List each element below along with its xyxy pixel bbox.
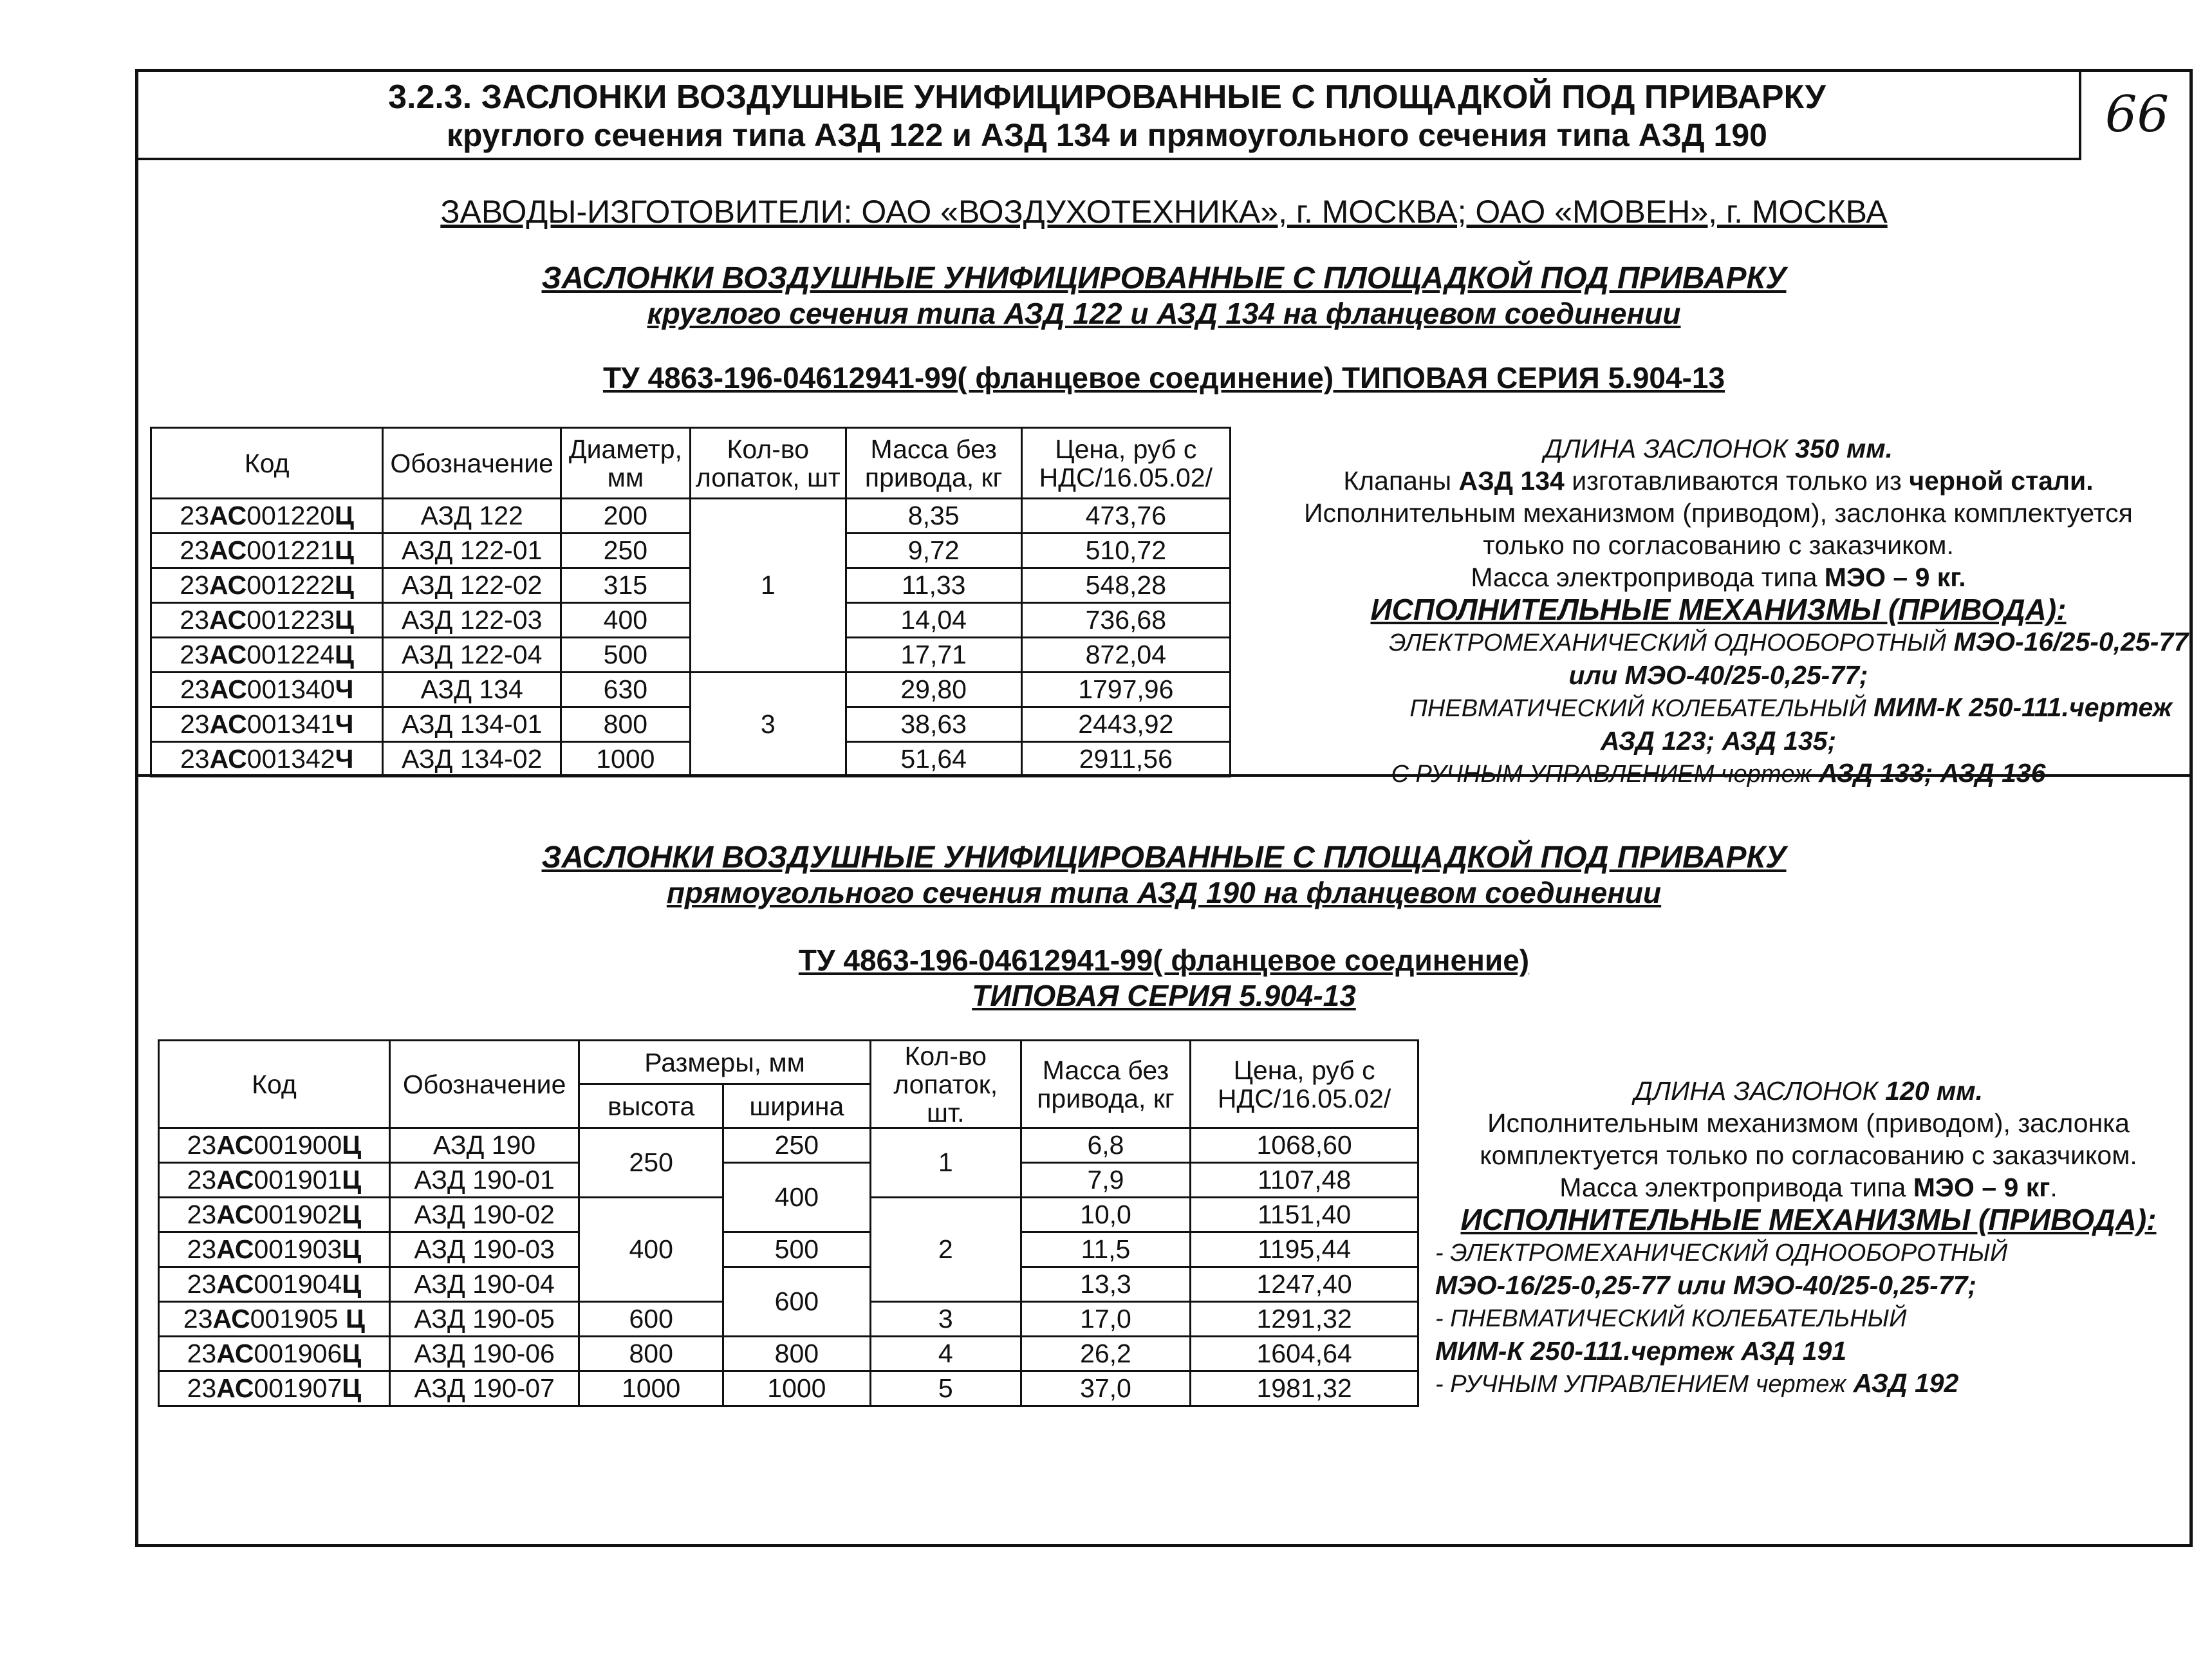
cell-mass: 51,64	[846, 742, 1021, 777]
cell-height: 1000	[579, 1371, 723, 1406]
cell-code: 23АС001340Ч	[151, 673, 383, 707]
cell-code: 23АС001341Ч	[151, 707, 383, 742]
section2-tu: ТУ 4863-196-04612941-99( фланцевое соединение)	[798, 943, 1530, 977]
cell-name: АЗД 122	[383, 499, 561, 534]
section2-notes: ДЛИНА ЗАСЛОНОК 120 мм. Исполнительным механизмом (приводом), заслонка комплектуется только по согласованию с заказчиком. Масса электропривода типа МЭО – 9 кг. ИСПОЛНИТЕЛЬНЫЕ МЕХАНИЗМЫ (ПРИВОДА): - ЭЛЕКТРОМЕХАНИЧЕСКИЙ ОДНООБОРОТНЫЙ МЭО-16/25-0,25-77 или МЭО-40/25-0,25-77; - ПНЕВМАТИЧЕСКИЙ КОЛЕБАТЕЛЬНЫЙ МИМ-К 250-111.чертеж АЗД 191 - РУЧНЫМ УПРАВЛЕНИЕМ чертеж АЗД 192	[1435, 1075, 2182, 1400]
cell-price: 736,68	[1021, 603, 1230, 638]
section1-tu: ТУ 4863-196-04612941-99( фланцевое соединение) ТИПОВАЯ СЕРИЯ 5.904-13	[602, 361, 1725, 395]
cell-price: 1151,40	[1191, 1198, 1418, 1232]
section2-title: ЗАСЛОНКИ ВОЗДУШНЫЕ УНИФИЦИРОВАННЫЕ С ПЛОЩАДКОЙ ПОД ПРИВАРКУ	[541, 841, 1787, 875]
col2-name: Обозначение	[389, 1041, 579, 1128]
cell-blades: 3	[870, 1302, 1021, 1337]
col-diam: Диаметр, мм	[561, 428, 690, 499]
cell-name: АЗД 190-07	[389, 1371, 579, 1406]
cell-price: 1247,40	[1191, 1267, 1418, 1302]
section-divider	[135, 774, 2193, 777]
cell-price: 1981,32	[1191, 1371, 1418, 1406]
col2-dims: Размеры, мм	[579, 1041, 870, 1084]
cell-name: АЗД 190-01	[389, 1163, 579, 1198]
cell-blades: 1	[870, 1128, 1021, 1198]
section2-table	[158, 1039, 1419, 1407]
cell-width: 500	[723, 1232, 871, 1267]
col2-mass: Масса без привода, кг	[1021, 1041, 1191, 1128]
cell-mass: 13,3	[1021, 1267, 1191, 1302]
cell-name: АЗД 190-02	[389, 1198, 579, 1232]
section2-series: ТИПОВАЯ СЕРИЯ 5.904-13	[972, 979, 1356, 1012]
cell-mass: 11,33	[846, 568, 1021, 603]
cell-mass: 10,0	[1021, 1198, 1191, 1232]
col2-blades: Кол-во лопаток, шт.	[870, 1041, 1021, 1128]
cell-code: 23АС001904Ц	[159, 1267, 390, 1302]
cell-name: АЗД 134	[383, 673, 561, 707]
section2-subtitle: прямоугольного сечения типа АЗД 190 на фланцевом соединении	[666, 876, 1662, 909]
cell-width: 400	[723, 1163, 871, 1232]
table-row	[159, 1232, 1418, 1267]
table-row	[159, 1337, 1418, 1371]
cell-name: АЗД 190-06	[389, 1337, 579, 1371]
header-title: 3.2.3. ЗАСЛОНКИ ВОЗДУШНЫЕ УНИФИЦИРОВАННЫЕ С ПЛОЩАДКОЙ ПОД ПРИВАРКУ	[388, 79, 1826, 116]
cell-price: 1291,32	[1191, 1302, 1418, 1337]
cell-name: АЗД 190-04	[389, 1267, 579, 1302]
col-code: Код	[151, 428, 383, 499]
cell-name: АЗД 122-01	[383, 534, 561, 568]
cell-price: 2911,56	[1021, 742, 1230, 777]
cell-code: 23АС001224Ц	[151, 638, 383, 673]
col-price: Цена, руб с НДС/16.05.02/	[1021, 428, 1230, 499]
section1-title: ЗАСЛОНКИ ВОЗДУШНЫЕ УНИФИЦИРОВАННЫЕ С ПЛОЩАДКОЙ ПОД ПРИВАРКУ	[541, 261, 1787, 295]
table-row	[159, 1371, 1418, 1406]
cell-diameter: 315	[561, 568, 690, 603]
cell-name: АЗД 190-05	[389, 1302, 579, 1337]
col2-width: ширина	[723, 1084, 871, 1128]
cell-code: 23АС001220Ц	[151, 499, 383, 534]
cell-mass: 11,5	[1021, 1232, 1191, 1267]
section1-subtitle: круглого сечения типа АЗД 122 и АЗД 134 на фланцевом соединении	[647, 297, 1681, 330]
cell-blades: 3	[690, 673, 846, 777]
cell-blades: 4	[870, 1337, 1021, 1371]
cell-code: 23АС001906Ц	[159, 1337, 390, 1371]
cell-price: 1797,96	[1021, 673, 1230, 707]
cell-diameter: 1000	[561, 742, 690, 777]
table-row	[159, 1128, 1418, 1163]
cell-mass: 7,9	[1021, 1163, 1191, 1198]
cell-price: 1107,48	[1191, 1163, 1418, 1198]
cell-diameter: 630	[561, 673, 690, 707]
cell-blades: 2	[870, 1198, 1021, 1302]
cell-code: 23АС001905 Ц	[159, 1302, 390, 1337]
table-row	[151, 673, 1231, 707]
cell-name: АЗД 190-03	[389, 1232, 579, 1267]
section2-drives-heading: ИСПОЛНИТЕЛЬНЫЕ МЕХАНИЗМЫ (ПРИВОДА):	[1460, 1203, 2157, 1236]
cell-height: 250	[579, 1128, 723, 1198]
col-name: Обозначение	[383, 428, 561, 499]
table-row	[159, 1267, 1418, 1302]
cell-price: 1195,44	[1191, 1232, 1418, 1267]
cell-name: АЗД 134-02	[383, 742, 561, 777]
cell-price: 473,76	[1021, 499, 1230, 534]
cell-mass: 38,63	[846, 707, 1021, 742]
section1-table	[150, 427, 1231, 777]
cell-blades: 1	[690, 499, 846, 673]
cell-code: 23АС001903Ц	[159, 1232, 390, 1267]
cell-code: 23АС001223Ц	[151, 603, 383, 638]
cell-code: 23АС001907Ц	[159, 1371, 390, 1406]
cell-blades: 5	[870, 1371, 1021, 1406]
cell-code: 23АС001221Ц	[151, 534, 383, 568]
cell-price: 2443,92	[1021, 707, 1230, 742]
cell-height: 400	[579, 1198, 723, 1302]
cell-diameter: 500	[561, 638, 690, 673]
cell-code: 23АС001222Ц	[151, 568, 383, 603]
manufacturers: ЗАВОДЫ-ИЗГОТОВИТЕЛИ: ОАО «ВОЗДУХОТЕХНИКА», г. МОСКВА; ОАО «МОВЕН», г. МОСКВА	[440, 194, 1888, 230]
cell-mass: 26,2	[1021, 1337, 1191, 1371]
cell-code: 23АС001902Ц	[159, 1198, 390, 1232]
cell-name: АЗД 122-04	[383, 638, 561, 673]
cell-mass: 17,71	[846, 638, 1021, 673]
cell-code: 23АС001342Ч	[151, 742, 383, 777]
cell-price: 510,72	[1021, 534, 1230, 568]
cell-width: 250	[723, 1128, 871, 1163]
cell-width: 1000	[723, 1371, 871, 1406]
cell-price: 1068,60	[1191, 1128, 1418, 1163]
section1-drives-heading: ИСПОЛНИТЕЛЬНЫЕ МЕХАНИЗМЫ (ПРИВОДА):	[1370, 593, 2067, 626]
cell-name: АЗД 190	[389, 1128, 579, 1163]
cell-width: 600	[723, 1267, 871, 1337]
cell-price: 872,04	[1021, 638, 1230, 673]
cell-price: 548,28	[1021, 568, 1230, 603]
cell-name: АЗД 134-01	[383, 707, 561, 742]
page-header	[135, 69, 2081, 160]
table-row	[159, 1163, 1418, 1198]
col-mass: Масса без привода, кг	[846, 428, 1021, 499]
cell-mass: 6,8	[1021, 1128, 1191, 1163]
cell-mass: 29,80	[846, 673, 1021, 707]
cell-mass: 14,04	[846, 603, 1021, 638]
cell-width: 800	[723, 1337, 871, 1371]
cell-mass: 9,72	[846, 534, 1021, 568]
cell-name: АЗД 122-02	[383, 568, 561, 603]
header-subtitle: круглого сечения типа АЗД 122 и АЗД 134 и прямоугольного сечения типа АЗД 190	[447, 117, 1767, 153]
col2-code: Код	[159, 1041, 390, 1128]
table-row	[151, 499, 1231, 534]
cell-diameter: 200	[561, 499, 690, 534]
cell-diameter: 800	[561, 707, 690, 742]
cell-height: 800	[579, 1337, 723, 1371]
col2-height: высота	[579, 1084, 723, 1128]
cell-diameter: 400	[561, 603, 690, 638]
section1-notes: ДЛИНА ЗАСЛОНОК 350 мм. Клапаны АЗД 134 изготавливаются только из черной стали. Исполнительным механизмом (приводом), заслонка комплектуется только по согласованию с заказчиком. Масса электропривода типа МЭО – 9 кг. ИСПОЛНИТЕЛЬНЫЕ МЕХАНИЗМЫ (ПРИВОДА): ЭЛЕКТРОМЕХАНИЧЕСКИЙ ОДНООБОРОТНЫЙ МЭО-16/25-0,25-77 или МЭО-40/25-0,25-77; ПНЕВМАТИЧЕСКИЙ КОЛЕБАТЕЛЬНЫЙ МИМ-К 250-111.чертеж АЗД 123; АЗД 135; С РУЧНЫМ УПРАВЛЕНИЕМ чертеж АЗД 133; АЗД 136	[1249, 432, 2188, 790]
cell-diameter: 250	[561, 534, 690, 568]
cell-code: 23АС001901Ц	[159, 1163, 390, 1198]
cell-name: АЗД 122-03	[383, 603, 561, 638]
col-blades: Кол-во лопаток, шт	[690, 428, 846, 499]
cell-mass: 37,0	[1021, 1371, 1191, 1406]
col2-price: Цена, руб с НДС/16.05.02/	[1191, 1041, 1418, 1128]
cell-mass: 8,35	[846, 499, 1021, 534]
cell-height: 600	[579, 1302, 723, 1337]
cell-price: 1604,64	[1191, 1337, 1418, 1371]
cell-mass: 17,0	[1021, 1302, 1191, 1337]
cell-code: 23АС001900Ц	[159, 1128, 390, 1163]
page-number: 66	[2105, 86, 2170, 144]
